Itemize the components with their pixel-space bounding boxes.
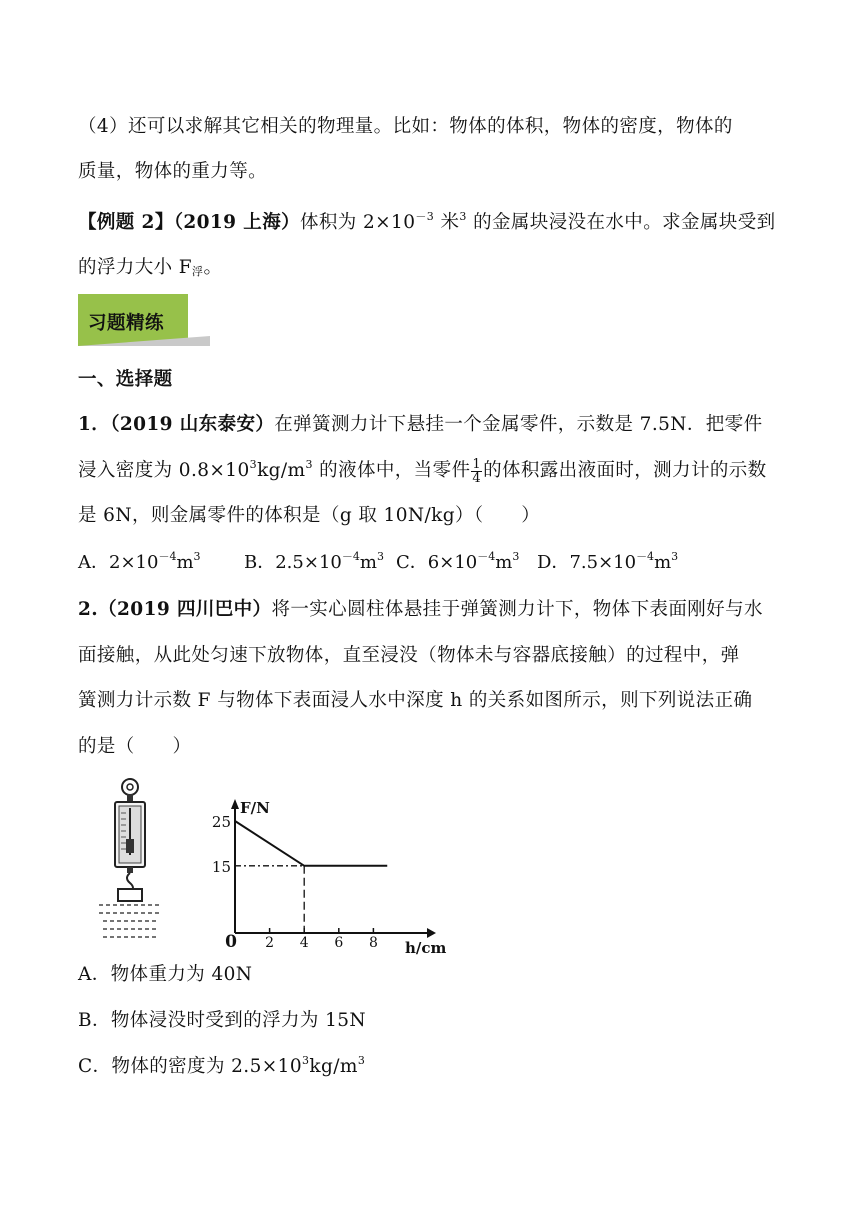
x-tick-label: 0 <box>225 932 237 952</box>
example-text: 体积为 2×10 <box>300 212 416 233</box>
example-2-line-2 <box>78 253 790 283</box>
data-line <box>235 821 387 866</box>
x-tick-label: 4 <box>299 935 309 951</box>
option-value: 6×10 <box>427 552 478 573</box>
exponent: 3 <box>357 1054 366 1067</box>
exponent: 3 <box>671 550 679 563</box>
question-2-line-3: 簧测力计示数 F 与物体下表面浸人水中深度 h 的关系如图所示，则下列说法正确 <box>78 690 753 711</box>
question-2-option-c[interactable] <box>78 1052 790 1082</box>
option-label: C． <box>396 552 428 573</box>
option-b[interactable] <box>244 548 384 578</box>
exponent: 3 <box>249 458 258 471</box>
x-tick-label: 6 <box>334 935 344 951</box>
section-tag-label: 习题精练 <box>88 313 165 334</box>
y-axis-label: F/N <box>240 799 270 817</box>
option-value: 2×10 <box>109 552 159 573</box>
question-2-line-2: 面接触，从此处匀速下放物体，直至浸没（物体未与容器底接触）的过程中，弹 <box>78 645 740 666</box>
question-1-line-3: 是 6N，则金属零件的体积是（g 取 10N/kg）（ ） <box>78 505 541 526</box>
option-label: B． <box>244 552 276 573</box>
option-unit: m <box>495 552 513 573</box>
exponent: 3 <box>512 550 520 563</box>
option-d[interactable] <box>537 548 678 578</box>
fraction <box>471 458 482 485</box>
question-text: 的液体中，当零件 <box>312 460 471 481</box>
question-2-option-b[interactable]: B．物体浸没时受到的浮力为 15N <box>78 1010 367 1031</box>
option-value: 2.5×10 <box>275 552 342 573</box>
option-text: kg/m <box>309 1056 358 1077</box>
fraction-numerator: 1 <box>472 456 482 472</box>
exponent: －3 <box>415 210 435 223</box>
question-2-option-a[interactable]: A．物体重力为 40N <box>78 964 253 985</box>
x-tick-label: 2 <box>265 935 275 951</box>
example-tag: 【例题 2】 <box>78 212 174 233</box>
example-2-line-1 <box>78 208 790 238</box>
fraction-denominator: 4 <box>472 470 482 486</box>
option-value: 7.5×10 <box>569 552 637 573</box>
subscript: 浮 <box>192 265 204 278</box>
example-text: 的浮力大小 F <box>78 257 193 278</box>
option-unit: m <box>654 552 672 573</box>
exponent: －4 <box>636 550 655 563</box>
exponent: －4 <box>341 550 360 563</box>
question-text: 的体积露出液面时，测力计的示数 <box>483 460 767 481</box>
paragraph-4-line-2: 质量，物体的重力等。 <box>78 161 268 182</box>
question-text: 浸入密度为 0.8×10 <box>78 460 250 481</box>
exponent: －4 <box>477 550 496 563</box>
question-number: 1． <box>78 414 111 435</box>
exponent: 3 <box>376 550 384 563</box>
exponent: 3 <box>193 550 201 563</box>
exponent: 3 <box>302 1054 310 1067</box>
option-label: A． <box>78 552 109 573</box>
option-label: D． <box>537 552 570 573</box>
question-2-line-4: 的是（ ） <box>78 736 192 757</box>
option-c[interactable] <box>396 548 519 578</box>
paragraph-4-line-1: （4）还可以求解其它相关的物理量。比如：物体的体积，物体的密度，物体的 <box>78 116 733 137</box>
y-axis-arrow <box>231 799 239 809</box>
option-a[interactable] <box>78 548 201 578</box>
question-text: kg/m <box>257 460 306 481</box>
question-2-line-1 <box>78 595 790 625</box>
question-text: 将一实心圆柱体悬挂于弹簧测力计下，物体下表面刚好与水 <box>271 599 763 620</box>
x-axis-arrow <box>427 928 436 938</box>
exponent: 3 <box>305 458 313 471</box>
question-source: （2019 四川巴中） <box>98 599 272 620</box>
exponent: －4 <box>158 550 177 563</box>
example-text: 。 <box>203 257 223 278</box>
section-tag-shadow <box>78 336 210 346</box>
spring-scale-illustration <box>95 775 165 945</box>
x-axis-label: h/cm <box>405 939 447 955</box>
question-number: 2. <box>78 599 99 620</box>
question-1-line-2 <box>78 456 790 486</box>
force-depth-chart <box>205 795 455 955</box>
x-tick-label: 8 <box>368 935 378 951</box>
option-unit: m <box>359 552 377 573</box>
y-tick-label: 25 <box>211 813 231 831</box>
exponent: 3 <box>459 210 467 223</box>
example-text: 的金属块浸没在水中。求金属块受到 <box>466 212 776 233</box>
example-text: 米 <box>434 212 460 233</box>
option-text: C．物体的密度为 2.5×10 <box>78 1056 302 1077</box>
y-tick-label: 15 <box>211 857 231 876</box>
example-source: （2019 上海） <box>173 212 300 233</box>
question-text: 在弹簧测力计下悬挂一个金属零件，示数是 7.5N．把零件 <box>274 414 763 435</box>
section-heading: 一、选择题 <box>78 369 173 390</box>
question-source: （2019 山东泰安） <box>110 414 275 435</box>
option-unit: m <box>176 552 194 573</box>
question-1-line-1 <box>78 410 790 440</box>
